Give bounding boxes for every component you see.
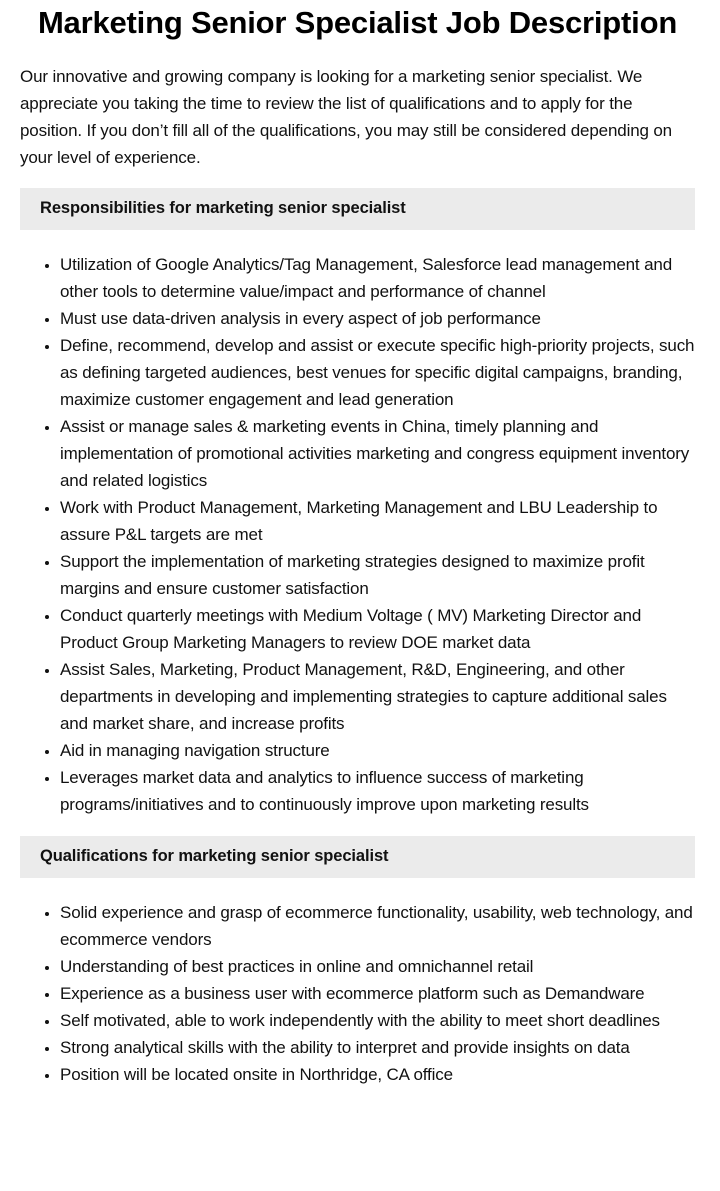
responsibilities-list: [20, 251, 695, 818]
list-item: • Aid in managing navigation structure: [60, 737, 695, 764]
qualifications-heading: Qualifications for marketing senior specialist: [20, 836, 695, 878]
list-item: • Assist Sales, Marketing, Product Management, R&D, Engineering, and other departments in developing and implementing strategies to capture additional sales and market share, and increase profits: [60, 656, 695, 737]
responsibilities-heading: Responsibilities for marketing senior specialist: [20, 188, 695, 230]
list-item: • Understanding of best practices in online and omnichannel retail: [60, 953, 695, 980]
list-item: • Define, recommend, develop and assist or execute specific high-priority projects, such as defining targeted audiences, best venues for specific digital campaigns, branding, maximize customer engagement and lead generation: [60, 332, 695, 413]
list-item: • Leverages market data and analytics to influence success of marketing programs/initiatives and to continuously improve upon marketing results: [60, 764, 695, 818]
intro-paragraph: Our innovative and growing company is looking for a marketing senior specialist. We appreciate you taking the time to review the list of qualifications and to apply for the position. If you don’t fill all of the qualifications, you may still be considered depending on your level of experience.: [20, 67, 672, 167]
list-item: • Experience as a business user with ecommerce platform such as Demandware: [60, 980, 695, 1007]
page-title: Marketing Senior Specialist Job Description: [37, 5, 678, 40]
list-item: • Solid experience and grasp of ecommerce functionality, usability, web technology, and ecommerce vendors: [60, 899, 695, 953]
list-item: • Position will be located onsite in Northridge, CA office: [60, 1061, 695, 1088]
list-item: • Conduct quarterly meetings with Medium Voltage ( MV) Marketing Director and Product Group Marketing Managers to review DOE market data: [60, 602, 695, 656]
qualifications-list: [20, 899, 695, 1088]
list-item: • Assist or manage sales & marketing events in China, timely planning and implementation of promotional activities marketing and congress equipment inventory and related logistics: [60, 413, 695, 494]
list-item: • Support the implementation of marketing strategies designed to maximize profit margins and ensure customer satisfaction: [60, 548, 695, 602]
list-item: • Self motivated, able to work independently with the ability to meet short deadlines: [60, 1007, 695, 1034]
list-item: • Strong analytical skills with the ability to interpret and provide insights on data: [60, 1034, 695, 1061]
list-item: • Utilization of Google Analytics/Tag Management, Salesforce lead management and other tools to determine value/impact and performance of channel: [60, 251, 695, 305]
list-item: • Must use data-driven analysis in every aspect of job performance: [60, 305, 695, 332]
list-item: • Work with Product Management, Marketing Management and LBU Leadership to assure P&L targets are met: [60, 494, 695, 548]
